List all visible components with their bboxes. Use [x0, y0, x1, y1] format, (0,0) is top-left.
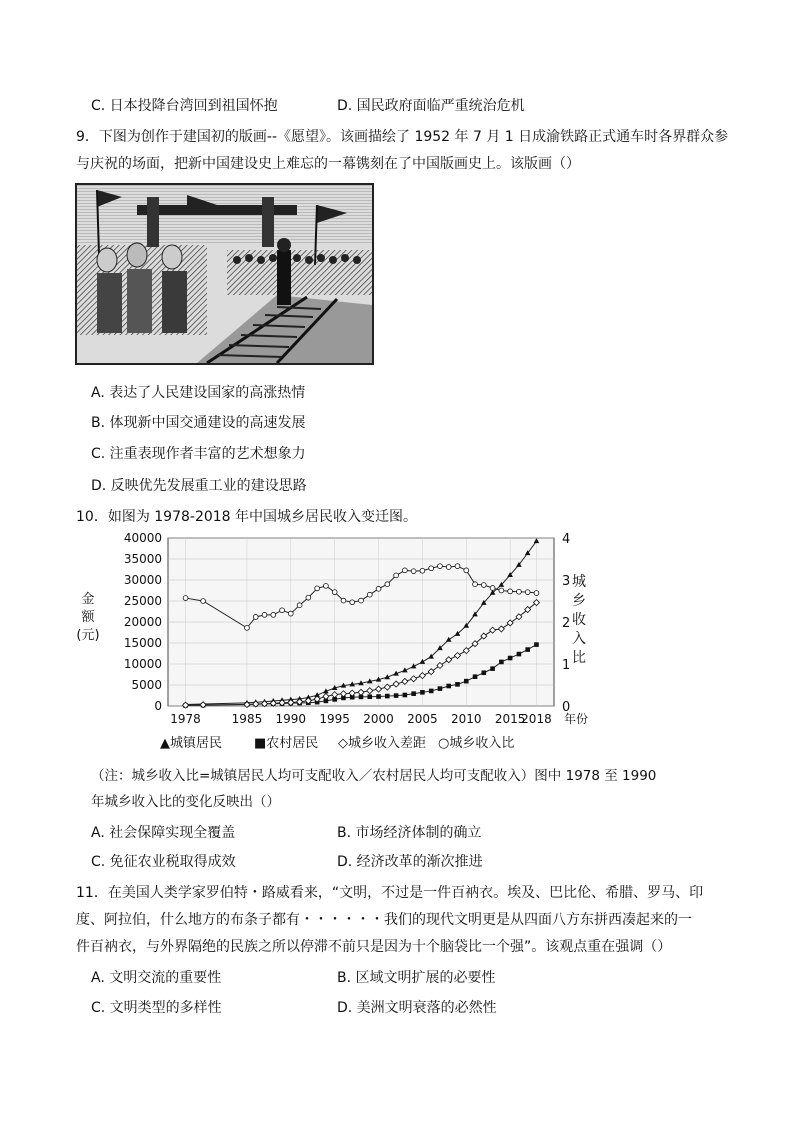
- q10-option-b: B. 市场经济体制的确立: [337, 825, 482, 841]
- q10-option-a: A. 社会保障实现全覆盖: [91, 825, 236, 841]
- rural-point: [367, 694, 372, 699]
- q11-stem-line-2: 度、阿拉伯，什么地方的布条子都有・・・・・・我们的现代文明更是从四面八方东拼西凑起来的一: [76, 912, 692, 928]
- rural-point: [534, 642, 539, 647]
- chart-legend: [160, 735, 514, 751]
- x-tick-label: 1978: [170, 712, 201, 726]
- left-axis-label: [76, 591, 99, 643]
- ratio-point: [402, 568, 407, 573]
- right-axis-label-char: 收: [572, 612, 586, 628]
- x-tick-label: 2000: [363, 712, 394, 726]
- ratio-point: [420, 568, 425, 573]
- y-tick-label: 5000: [131, 678, 162, 692]
- ratio-point: [473, 582, 478, 587]
- right-axis-label-char: 城: [572, 574, 586, 590]
- rural-point: [420, 690, 425, 695]
- ratio-point: [464, 568, 469, 573]
- woodcut-illustration: [77, 185, 372, 363]
- ratio-point: [341, 598, 346, 603]
- legend-item: ■农村居民: [254, 736, 319, 751]
- income-chart-svg: [76, 533, 596, 753]
- rural-point: [376, 694, 381, 699]
- ratio-point: [429, 566, 434, 571]
- q11-option-c: C. 文明类型的多样性: [91, 1000, 222, 1016]
- rural-point: [403, 693, 408, 698]
- rural-point: [499, 660, 504, 665]
- y-tick-label: 20000: [123, 615, 162, 629]
- ratio-point: [525, 590, 530, 595]
- y2-tick-label: 0: [562, 700, 571, 715]
- q9-option-a: A. 表达了人民建设国家的高涨热情: [91, 385, 306, 401]
- rural-point: [411, 691, 416, 696]
- rural-point: [446, 684, 451, 689]
- q11-option-b: B. 区域文明扩展的必要性: [337, 970, 496, 986]
- ratio-point: [517, 589, 522, 594]
- rural-point: [385, 694, 390, 699]
- q9-stem-line-2: 与庆祝的场面，把新中国建设史上难忘的一幕镌刻在了中国版画史上。该版画（）: [76, 156, 580, 172]
- right-axis-label-char: 比: [572, 650, 586, 666]
- y-tick-label: 25000: [123, 594, 162, 608]
- y2-tick-label: 1: [562, 658, 571, 673]
- q10-stem: 10．如图为 1978-2018 年中国城乡居民收入变迁图。: [76, 509, 418, 525]
- rural-point: [525, 647, 530, 652]
- y2-tick-label: 3: [562, 574, 571, 589]
- ratio-point: [534, 591, 539, 596]
- q9-stem-line-1: 9．下图为创作于建国初的版画--《愿望》。该画描绘了 1952 年 7 月 1 日成渝铁路正式通车时各界群众参: [76, 129, 729, 145]
- q9-option-b: B. 体现新中国交通建设的高速发展: [91, 415, 306, 431]
- ratio-point: [499, 588, 504, 593]
- x-tick-label: 1990: [275, 712, 307, 726]
- ratio-point: [262, 612, 267, 617]
- ratio-point: [508, 589, 513, 594]
- y-tick-label: 35000: [123, 552, 162, 566]
- ratio-point: [297, 603, 302, 608]
- rural-point: [482, 670, 487, 675]
- y2-tick-label: 2: [562, 616, 571, 631]
- x-tick-label: 2005: [407, 712, 438, 726]
- woodcut-print-image: [75, 183, 374, 365]
- right-axis-label-char: 入: [572, 631, 586, 647]
- left-axis-label-char: 额: [81, 610, 95, 625]
- ratio-point: [438, 564, 443, 569]
- x-tick-label: 1985: [231, 712, 263, 726]
- rural-point: [508, 656, 513, 661]
- q11-stem-line-3: 件百衲衣，与外界隔绝的民族之所以停滞不前只是因为十个脑袋比一个强”。该观点重在强调（）: [76, 939, 672, 955]
- y2-tick-label: 4: [562, 533, 571, 547]
- ratio-point: [324, 583, 329, 588]
- right-axis-label: [572, 574, 586, 666]
- legend-item: ◇城乡收入差距: [338, 736, 426, 751]
- x-tick-label: 2015: [494, 712, 526, 726]
- ratio-point: [350, 600, 355, 605]
- q10-note-line-2: 年城乡收入比的变化反映出（）: [91, 794, 280, 810]
- q8-option-c: C. 日本投降台湾回到祖国怀抱: [91, 98, 278, 114]
- rural-point: [429, 689, 434, 694]
- rural-point: [490, 666, 495, 671]
- ratio-point: [359, 598, 364, 603]
- q11-option-d: D. 美洲文明衰落的必然性: [337, 1000, 497, 1016]
- left-axis-label-char: (元): [76, 628, 100, 643]
- ratio-point: [253, 615, 258, 620]
- q9-option-d: D. 反映优先发展重工业的建设思路: [91, 478, 307, 494]
- rural-point: [455, 682, 460, 687]
- x-tick-label: 2018: [521, 712, 552, 726]
- x-tick-label: 1995: [319, 712, 350, 726]
- ratio-point: [288, 611, 293, 616]
- y-tick-label: 30000: [123, 573, 162, 587]
- y-tick-label: 40000: [123, 533, 162, 545]
- y-tick-label: 10000: [123, 657, 162, 671]
- ratio-point: [245, 625, 250, 630]
- q10-option-c: C. 免征农业税取得成效: [91, 854, 236, 870]
- ratio-point: [201, 599, 206, 604]
- q10-option-d: D. 经济改革的渐次推进: [337, 854, 483, 870]
- ratio-point: [183, 596, 188, 601]
- q9-option-c: C. 注重表现作者丰富的艺术想象力: [91, 446, 306, 462]
- ratio-point: [455, 564, 460, 569]
- ratio-point: [490, 586, 495, 591]
- ratio-point: [411, 569, 416, 574]
- q10-note-line-1: （注：城乡收入比=城镇居民人均可支配收入／农村居民人均可支配收入）图中 1978 至 1990: [91, 768, 657, 784]
- ratio-point: [446, 565, 451, 570]
- rural-point: [438, 686, 443, 691]
- left-axis-label-char: 金: [81, 592, 95, 607]
- ratio-point: [394, 573, 399, 578]
- income-chart: [76, 533, 596, 753]
- ratio-point: [306, 595, 311, 600]
- ratio-point: [376, 586, 381, 591]
- q8-option-d: D. 国民政府面临严重统治危机: [337, 98, 525, 114]
- ratio-point: [315, 586, 320, 591]
- y-tick-label: 15000: [123, 636, 162, 650]
- legend-item: ▲城镇居民: [160, 736, 222, 751]
- rural-point: [473, 674, 478, 679]
- ratio-point: [332, 590, 337, 595]
- ratio-point: [367, 592, 372, 597]
- rural-point: [464, 679, 469, 684]
- x-axis-unit: 年份: [564, 712, 589, 726]
- y-tick-label: 0: [154, 699, 162, 713]
- ratio-point: [481, 583, 486, 588]
- ratio-point: [385, 582, 390, 587]
- q11-stem-line-1: 11．在美国人类学家罗伯特・路威看来，“文明，不过是一件百衲衣。埃及、巴比伦、希腊、罗马、印: [76, 885, 704, 901]
- rural-point: [394, 693, 399, 698]
- ratio-point: [280, 608, 285, 613]
- x-tick-label: 2010: [450, 712, 482, 726]
- rural-point: [517, 652, 522, 657]
- right-axis-label-char: 乡: [572, 593, 586, 609]
- ratio-point: [271, 612, 276, 617]
- legend-item: ○城乡收入比: [438, 736, 515, 751]
- q11-option-a: A. 文明交流的重要性: [91, 970, 222, 986]
